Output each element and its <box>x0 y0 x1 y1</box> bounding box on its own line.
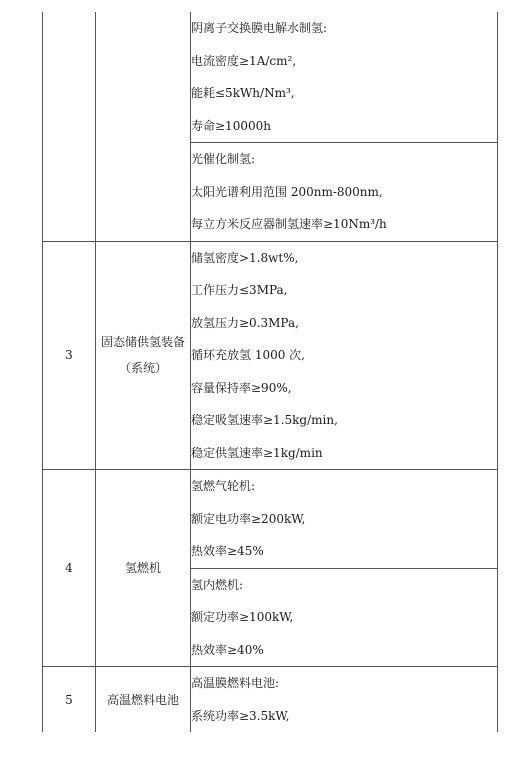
spec-line: 能耗≤5kWh/Nm³, <box>191 86 295 100</box>
spec-line: 寿命≥10000h <box>191 118 271 133</box>
spec-line: 光催化制氢: <box>191 152 256 166</box>
table-row <box>43 12 498 143</box>
table-row <box>43 470 498 569</box>
spec-cell <box>191 667 498 733</box>
row-number: 4 <box>43 470 96 667</box>
row-number <box>43 12 96 241</box>
spec-line: 稳定供氢速率≥1kg/min <box>191 445 323 460</box>
spec-cell <box>191 241 498 470</box>
spec-cell <box>191 143 498 242</box>
spec-cell <box>191 568 498 667</box>
equipment-name: 氢燃机 <box>96 470 191 667</box>
spec-table <box>42 12 498 732</box>
spec-line: 稳定吸氢速率≥1.5kg/min, <box>191 413 338 427</box>
equipment-name <box>96 12 191 241</box>
spec-line: 系统功率≥3.5kW, <box>191 708 290 723</box>
spec-line: 阴离子交换膜电解水制氢: <box>191 21 328 35</box>
row-number: 3 <box>43 241 96 470</box>
spec-line: 电流密度≥1A/cm², <box>191 53 297 68</box>
spec-line: 额定功率≥100kW, <box>191 610 294 624</box>
spec-line: 热效率≥40% <box>191 642 264 657</box>
table-row <box>43 241 498 470</box>
equipment-name: 高温燃料电池 <box>96 667 191 733</box>
spec-line: 氢燃气轮机: <box>191 479 256 493</box>
row-number: 5 <box>43 667 96 733</box>
spec-line: 太阳光谱利用范围 200nm-800nm, <box>191 184 383 199</box>
spec-line: 循环充放氢 1000 次, <box>191 348 305 362</box>
spec-line: 工作压力≤3MPa, <box>191 283 288 297</box>
spec-cell <box>191 12 498 143</box>
spec-line: 额定电功率≥200kW, <box>191 511 306 526</box>
spec-line: 储氢密度>1.8wt%, <box>191 250 299 265</box>
spec-line: 氢内燃机: <box>191 577 244 592</box>
spec-cell <box>191 470 498 569</box>
table-row <box>43 667 498 733</box>
spec-line: 容量保持率≥90%, <box>191 380 292 395</box>
spec-line: 高温膜燃料电池: <box>191 676 280 690</box>
spec-line: 每立方米反应器制氢速率≥10Nm³/h <box>191 217 387 231</box>
equipment-name: 固态储供氢装备（系统） <box>96 241 191 470</box>
spec-line: 热效率≥45% <box>191 544 264 558</box>
spec-line: 放氢压力≥0.3MPa, <box>191 315 299 330</box>
